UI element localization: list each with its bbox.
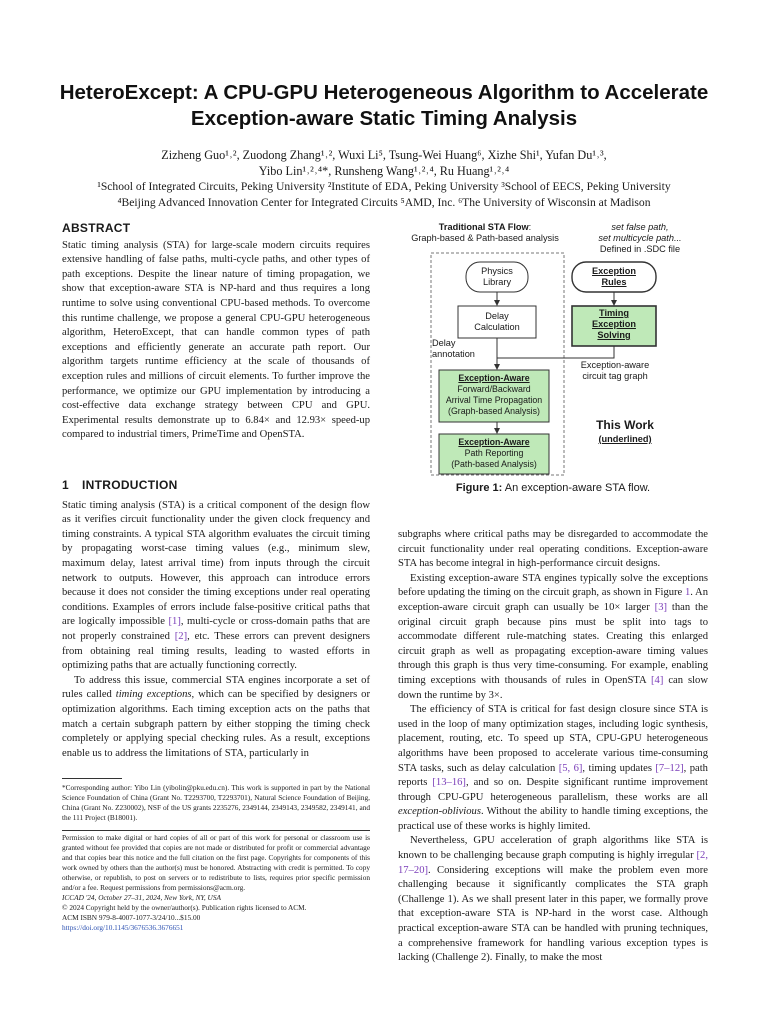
intro-paragraph-1: Static timing analysis (STA) is a critical component of the design flow as it verifies circuit functionality under the given clock frequency and timing constraints. A typical STA algorithm evaluates the circuit timing by propagating worst-case timing values (e.g., minimum slew, maximum delay, latest arrival time) from inputs through the circuit network to outputs. However, this approach can introduce errors because it does not consider the timing exceptions under real operating conditions. Examples of errors include false-positive critical paths that are logically impossible [1], multi-cycle or cross-domain paths that are not properly constrained [2], etc. These errors can prevent designers from obtaining real timing results, leading to wasted efforts in optimizing paths that are actually functioning correctly. — [62, 499, 371, 672]
figure-caption: Figure 1: An exception-aware STA flow. — [455, 482, 651, 494]
introduction-section — [62, 478, 370, 761]
ea-propagation-label: Exception-Aware Forward/Backward Arrival Time Propagation (Graph-based Analysis) — [445, 373, 543, 416]
citation-link[interactable]: [1] — [168, 616, 181, 628]
paper-title — [40, 80, 728, 132]
author-block — [40, 148, 728, 210]
citation-link[interactable]: [2, 17–20] — [398, 850, 708, 876]
introduction-heading — [62, 478, 370, 493]
citation-link[interactable]: [5, 6] — [558, 762, 583, 774]
citation-link[interactable]: [7–12] — [655, 762, 684, 774]
timing-exception-solving-label: Timing Exception Solving — [592, 308, 636, 340]
figure-ref-link[interactable]: 1 — [684, 587, 691, 599]
physics-library-label: Physics Library — [481, 266, 513, 287]
copyright-text: © 2024 Copyright held by the owner/author(s). Publication rights licensed to ACM. — [62, 903, 307, 912]
title-line-2: Exception-aware Static Timing Analysis — [190, 107, 578, 130]
intro-paragraph-4: The efficiency of STA is critical for fast design closure since STA is used in the loop of many optimization stages, including logic synthesis, placement, routing, etc. To speed up STA, CPU-GPU heterogeneous algorithms have been proposed to accelerate various time-consuming STA tasks, such as delay calculation [5, 6], timing updates [7–12], path reports [13–16], and so on. Despite significant runtime improvement through CPU-GPU heterogeneous parallelism, these works are all exception-oblivious. Without the ability to handle timing exceptions, the practical use of these works is highly limited. — [398, 704, 708, 832]
doi-link[interactable]: https://doi.org/10.1145/3676536.3676651 — [62, 923, 184, 932]
intro-paragraph-3: Existing exception-aware STA engines typically solve the exceptions before updating the timing on the circuit graph, as shown in Figure 1. An exception-aware circuit graph can usually be 10× larger [3] than the original circuit graph because pins must be split into tags to accommodate different rule-matching states. Creating this enlarged circuit graph as well as propagating exception-aware timing values through this graph is thus very time-consuming. For example, enabling timing exceptions with thousands of rules in OpenSTA [4] can slow down the runtime by 3×. — [398, 572, 709, 701]
intro-paragraph-2: To address this issue, commercial STA engines incorporate a set of rules called timing exceptions, which can be specified by designers or optimization algorithms. Each timing exception acts on the paths that match a certain subgraph pattern by either stopping the timing check completely or applying special checking rules. As a result, exceptions enable us to address the limitations of STA, particularly in — [62, 674, 370, 759]
citation-link[interactable]: [3] — [654, 601, 668, 613]
ea-path-report-label: Exception-Aware Path Reporting (Path-based Analysis) — [451, 437, 537, 469]
intro-paragraph-2-cont: subgraphs where critical paths may be disregarded to accommodate the circuit functionality under real operating conditions. Exception-aware STA has become integral in high-performance circuit designs. — [398, 529, 708, 570]
affiliations-line-2: ⁴Beijing Advanced Innovation Center for Integrated Circuits ⁵AMD, Inc. ⁶The University of Wisconsin at Madison — [117, 195, 651, 209]
abstract-text: Static timing analysis (STA) for large-scale modern circuits requires extensive handling of false paths, multi-cycle paths, and other types of path exceptions. Despite the linear nature of timing propagation, we show that exception-aware STA is NP-hard and thus requires a long runtime to solve using conventional CPU-based methods. To overcome this runtime challenge, we propose a general CPU-GPU heterogeneous algorithm, HeteroExcept, that can handle common types of path exceptions and efficiently generate an accurate path report. Our algorithm targets runtime efficiency at the scale of thousands of exception rules and millions of circuit elements. To further improve the performance, we optimize our GPU implementation by introducing a cost-effective data exchange strategy between CPU and GPU. Experimental results demonstrate up to 6.84× and 12.93× speed-up compared to industrial timers, PrimeTime and OpenSTA. — [62, 239, 370, 441]
section-number: 1 — [62, 478, 69, 492]
citation-link[interactable]: [2] — [174, 630, 188, 642]
delay-annotation-label: Delay annotation — [432, 338, 475, 359]
citation-link[interactable]: [4] — [651, 674, 664, 686]
figure-1 — [410, 218, 710, 480]
underlined-note: (underlined) — [598, 434, 652, 444]
tag-graph-label: Exception-aware circuit tag graph — [580, 360, 650, 381]
permission-block — [62, 833, 370, 933]
intro-paragraph-5: Nevertheless, GPU acceleration of graph algorithms like STA is known to be challenging because graph computing is highly irregular [2, 17–20]. Considering exceptions will make the problem even more challenging because it significantly complicates the STA graph (Challenge 1). As we shall present later in this paper, we formally prove that exception-aware STA is NP-hard in the worst case. Although practical exception-aware STA can be handled with pruning techniques, a comprehensive framework for handling various exception types is lacking (Challenge 2). Finally, to make the most — [398, 835, 708, 964]
this-work-label: This Work — [596, 418, 654, 432]
exception-rules-label: Exception Rules — [592, 266, 636, 287]
delay-calculation-label: Delay Calculation — [474, 311, 520, 332]
citation-link[interactable]: [13–16] — [432, 777, 466, 789]
abstract-section — [62, 221, 370, 443]
affiliations-line-1: ¹School of Integrated Circuits, Peking University ²Institute of EDA, Peking University ³School of EECS, Peking University — [97, 180, 671, 193]
venue-text: ICCAD '24, October 27–31, 2024, New York, NY, USA — [62, 893, 221, 902]
title-line-1: HeteroExcept: A CPU-GPU Heterogeneous Algorithm to Accelerate — [59, 81, 709, 104]
arrow-solving-to-tag-graph — [497, 346, 614, 358]
traditional-flow-label: Traditional STA Flow: Graph-based & Path-based analysis — [411, 222, 559, 243]
authors-line-1: Zizheng Guo¹˒², Zuodong Zhang¹˒², Wuxi Li⁵, Tsung-Wei Huang⁶, Xizhe Shi¹, Yufan Du¹˒³, — [161, 148, 607, 162]
introduction-continued — [398, 528, 708, 966]
isbn-text: ACM ISBN 979-8-4007-1077-3/24/10...$15.00 — [62, 913, 201, 922]
authors-line-2: Yibo Lin¹˒²˒⁴*, Runsheng Wang¹˒²˒⁴, Ru Huang¹˒²˒⁴ — [258, 163, 510, 178]
corresponding-footnote: *Corresponding author: Yibo Lin (yibolin@pku.edu.cn). This work is supported in part by the National Science Foundation of China (Grant No. T2293700, T2293701), Natural Science Foundation of Beijing, China (Grant No. Z230002), NSF of the US grants 2235276, 2349144, 2349143, 2349582, 2349141, and the 111 Project (B18001). — [62, 783, 370, 822]
permission-rule — [62, 830, 370, 831]
section-title: INTRODUCTION — [82, 478, 178, 492]
footnote-rule — [62, 778, 122, 779]
permission-text: Permission to make digital or hard copies of all or part of this work for personal or classroom use is granted without fee provided that copies are not made or distributed for profit or commercial advantage and that copies bear this notice and the full citation on the first page. Copyrights for components of this work owned by others than the author(s) must be honored. Abstracting with credit is permitted. To copy otherwise, or republish, to post on servers or to redistribute to lists, requires prior specific permission and/or a fee. Request permissions from permissions@acm.org. — [62, 833, 370, 892]
abstract-heading: ABSTRACT — [62, 221, 131, 235]
sdc-note: set false path, set multicycle path... Defined in .SDC file — [598, 222, 682, 254]
